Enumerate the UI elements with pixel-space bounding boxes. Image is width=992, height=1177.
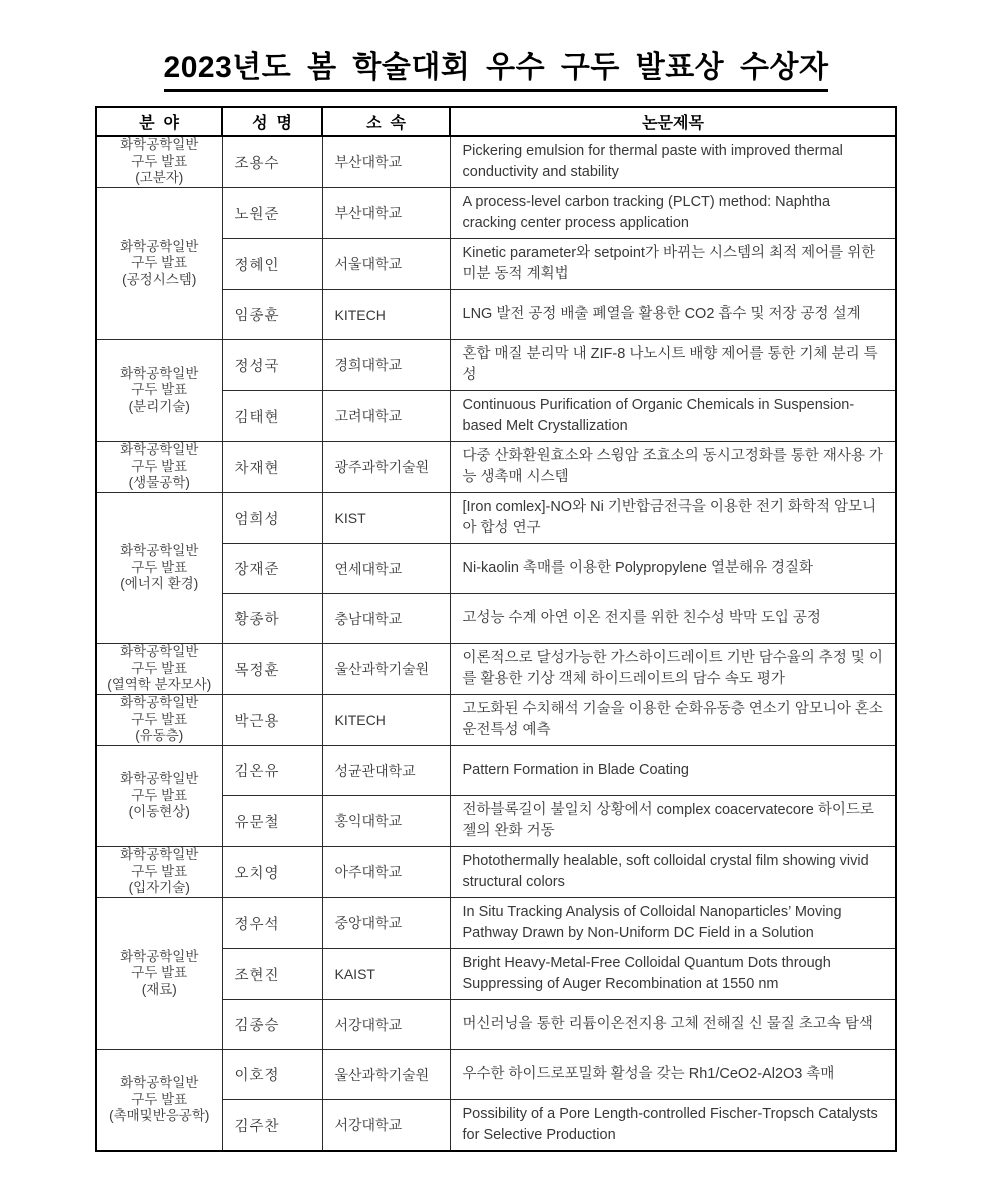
paper-title-cell: In Situ Tracking Analysis of Colloidal Nanoparticles’ Moving Pathway Drawn by Non-Uniform DC Field in a Solution bbox=[450, 898, 896, 949]
table-row bbox=[96, 898, 896, 949]
field-cell bbox=[96, 644, 222, 695]
table-header-row bbox=[96, 107, 896, 136]
name-cell: 황종하 bbox=[222, 594, 322, 644]
paper-title-cell: Possibility of a Pore Length-controlled Fischer-Tropsch Catalysts for Selective Production bbox=[450, 1100, 896, 1152]
field-line: 화학공학일반 bbox=[120, 847, 199, 863]
name-cell: 박근용 bbox=[222, 695, 322, 746]
name-cell: 조용수 bbox=[222, 136, 322, 188]
title-container bbox=[0, 0, 992, 92]
table-row bbox=[96, 1050, 896, 1100]
name-cell: 목정훈 bbox=[222, 644, 322, 695]
affiliation-cell: 연세대학교 bbox=[322, 544, 450, 594]
field-line: 화학공학일반 bbox=[120, 442, 199, 458]
field-line: 화학공학일반 bbox=[120, 1075, 199, 1091]
field-line: 구두 발표 bbox=[131, 382, 188, 398]
paper-title-cell: 이론적으로 달성가능한 가스하이드레이트 기반 담수율의 추정 및 이를 활용한 기상 객체 하이드레이트의 담수 속도 평가 bbox=[450, 644, 896, 695]
affiliation-cell: 부산대학교 bbox=[322, 136, 450, 188]
name-cell: 임종훈 bbox=[222, 290, 322, 340]
field-cell bbox=[96, 340, 222, 442]
field-line: (이동현상) bbox=[128, 804, 190, 820]
name-cell: 김주찬 bbox=[222, 1100, 322, 1152]
field-line: 구두 발표 bbox=[131, 458, 188, 474]
field-line: (촉매및반응공학) bbox=[109, 1108, 210, 1124]
field-line: (생물공학) bbox=[128, 475, 190, 491]
name-cell: 정성국 bbox=[222, 340, 322, 391]
table-row bbox=[96, 340, 896, 391]
affiliation-cell: 아주대학교 bbox=[322, 847, 450, 898]
paper-title-cell: Kinetic parameter와 setpoint가 바뀌는 시스템의 최적 제어를 위한 미분 동적 계획법 bbox=[450, 239, 896, 290]
field-line: 구두 발표 bbox=[131, 153, 188, 169]
name-cell: 노원준 bbox=[222, 188, 322, 239]
field-line: (에너지 환경) bbox=[120, 576, 199, 592]
name-cell: 차재현 bbox=[222, 442, 322, 493]
table-row bbox=[96, 746, 896, 796]
paper-title-cell: LNG 발전 공정 배출 폐열을 활용한 CO2 흡수 및 저장 공정 설계 bbox=[450, 290, 896, 340]
table-header-affiliation: 소 속 bbox=[322, 107, 450, 136]
table-row bbox=[96, 644, 896, 695]
table-row bbox=[96, 188, 896, 239]
field-cell bbox=[96, 847, 222, 898]
field-line: 구두 발표 bbox=[131, 787, 188, 803]
name-cell: 김태현 bbox=[222, 391, 322, 442]
field-line: 화학공학일반 bbox=[120, 771, 199, 787]
affiliation-cell: KITECH bbox=[322, 290, 450, 340]
field-line: 화학공학일반 bbox=[120, 137, 199, 153]
paper-title-cell: 고성능 수계 아연 이온 전지를 위한 친수성 박막 도입 공정 bbox=[450, 594, 896, 644]
awards-table-body bbox=[96, 136, 896, 1151]
field-line: 화학공학일반 bbox=[120, 238, 199, 254]
affiliation-cell: 충남대학교 bbox=[322, 594, 450, 644]
field-line: 구두 발표 bbox=[131, 863, 188, 879]
field-line: (공정시스템) bbox=[122, 271, 197, 287]
paper-title-cell: 고도화된 수치해석 기술을 이용한 순화유동층 연소기 암모니아 혼소 운전특성 예측 bbox=[450, 695, 896, 746]
field-line: 화학공학일반 bbox=[120, 644, 199, 660]
affiliation-cell: 고려대학교 bbox=[322, 391, 450, 442]
field-cell bbox=[96, 442, 222, 493]
table-header-field: 분 야 bbox=[96, 107, 222, 136]
name-cell: 장재준 bbox=[222, 544, 322, 594]
field-line: 구두 발표 bbox=[131, 965, 188, 981]
field-line: 구두 발표 bbox=[131, 559, 188, 575]
field-line: 화학공학일반 bbox=[120, 365, 199, 381]
name-cell: 김종승 bbox=[222, 1000, 322, 1050]
field-cell bbox=[96, 746, 222, 847]
affiliation-cell: 경희대학교 bbox=[322, 340, 450, 391]
field-cell bbox=[96, 188, 222, 340]
table-row bbox=[96, 442, 896, 493]
table-row bbox=[96, 847, 896, 898]
field-line: (분리기술) bbox=[128, 398, 190, 414]
table-row bbox=[96, 136, 896, 188]
field-line: 화학공학일반 bbox=[120, 543, 199, 559]
paper-title-cell: Ni-kaolin 촉매를 이용한 Polypropylene 열분해유 경질화 bbox=[450, 544, 896, 594]
page-title: 2023년도 봄 학술대회 우수 구두 발표상 수상자 bbox=[164, 42, 829, 92]
affiliation-cell: 홍익대학교 bbox=[322, 796, 450, 847]
table-row bbox=[96, 493, 896, 544]
paper-title-cell: 우수한 하이드로포밀화 활성을 갖는 Rh1/CeO2-Al2O3 촉매 bbox=[450, 1050, 896, 1100]
affiliation-cell: 울산과학기술원 bbox=[322, 1050, 450, 1100]
paper-title-cell: 다중 산화환원효소와 스윙암 조효소의 동시고정화를 통한 재사용 가능 생촉매 시스템 bbox=[450, 442, 896, 493]
affiliation-cell: 서울대학교 bbox=[322, 239, 450, 290]
name-cell: 엄희성 bbox=[222, 493, 322, 544]
affiliation-cell: 중앙대학교 bbox=[322, 898, 450, 949]
field-cell bbox=[96, 898, 222, 1050]
paper-title-cell: Pattern Formation in Blade Coating bbox=[450, 746, 896, 796]
affiliation-cell: 광주과학기술원 bbox=[322, 442, 450, 493]
name-cell: 오치영 bbox=[222, 847, 322, 898]
field-cell bbox=[96, 695, 222, 746]
field-line: 구두 발표 bbox=[131, 711, 188, 727]
affiliation-cell: KITECH bbox=[322, 695, 450, 746]
paper-title-cell: 혼합 매질 분리막 내 ZIF-8 나노시트 배향 제어를 통한 기체 분리 특성 bbox=[450, 340, 896, 391]
field-line: 화학공학일반 bbox=[120, 948, 199, 964]
paper-title-cell: 머신러닝을 통한 리튬이온전지용 고체 전해질 신 물질 초고속 탐색 bbox=[450, 1000, 896, 1050]
field-cell bbox=[96, 493, 222, 644]
table-row bbox=[96, 695, 896, 746]
name-cell: 정혜인 bbox=[222, 239, 322, 290]
name-cell: 김온유 bbox=[222, 746, 322, 796]
affiliation-cell: KIST bbox=[322, 493, 450, 544]
affiliation-cell: 서강대학교 bbox=[322, 1000, 450, 1050]
affiliation-cell: KAIST bbox=[322, 949, 450, 1000]
paper-title-cell: A process-level carbon tracking (PLCT) method: Naphtha cracking center process application bbox=[450, 188, 896, 239]
paper-title-cell: 전하블록길이 불일치 상황에서 complex coacervatecore 하이드로젤의 완화 거동 bbox=[450, 796, 896, 847]
field-line: 구두 발표 bbox=[131, 1091, 188, 1107]
paper-title-cell: Pickering emulsion for thermal paste with improved thermal conductivity and stability bbox=[450, 136, 896, 188]
affiliation-cell: 부산대학교 bbox=[322, 188, 450, 239]
table-header-name: 성 명 bbox=[222, 107, 322, 136]
field-line: 구두 발표 bbox=[131, 255, 188, 271]
affiliation-cell: 서강대학교 bbox=[322, 1100, 450, 1152]
paper-title-cell: Photothermally healable, soft colloidal crystal film showing vivid structural colors bbox=[450, 847, 896, 898]
field-cell bbox=[96, 1050, 222, 1152]
awards-table bbox=[95, 106, 897, 1152]
name-cell: 유문철 bbox=[222, 796, 322, 847]
field-cell bbox=[96, 136, 222, 188]
field-line: (입자기술) bbox=[128, 880, 190, 896]
name-cell: 이호정 bbox=[222, 1050, 322, 1100]
name-cell: 정우석 bbox=[222, 898, 322, 949]
field-line: 화학공학일반 bbox=[120, 695, 199, 711]
paper-title-cell: [Iron comlex]-NO와 Ni 기반합금전극을 이용한 전기 화학적 암모니아 합성 연구 bbox=[450, 493, 896, 544]
affiliation-cell: 성균관대학교 bbox=[322, 746, 450, 796]
field-line: (재료) bbox=[141, 981, 177, 997]
name-cell: 조현진 bbox=[222, 949, 322, 1000]
paper-title-cell: Bright Heavy-Metal-Free Colloidal Quantum Dots through Suppressing of Auger Recombination at 1550 nm bbox=[450, 949, 896, 1000]
field-line: (열역학 분자모사) bbox=[107, 677, 212, 693]
field-line: (유동층) bbox=[135, 728, 184, 744]
paper-title-cell: Continuous Purification of Organic Chemicals in Suspension-based Melt Crystallization bbox=[450, 391, 896, 442]
field-line: (고분자) bbox=[135, 170, 184, 186]
affiliation-cell: 울산과학기술원 bbox=[322, 644, 450, 695]
table-header-paper-title: 논문제목 bbox=[450, 107, 896, 136]
field-line: 구두 발표 bbox=[131, 660, 188, 676]
